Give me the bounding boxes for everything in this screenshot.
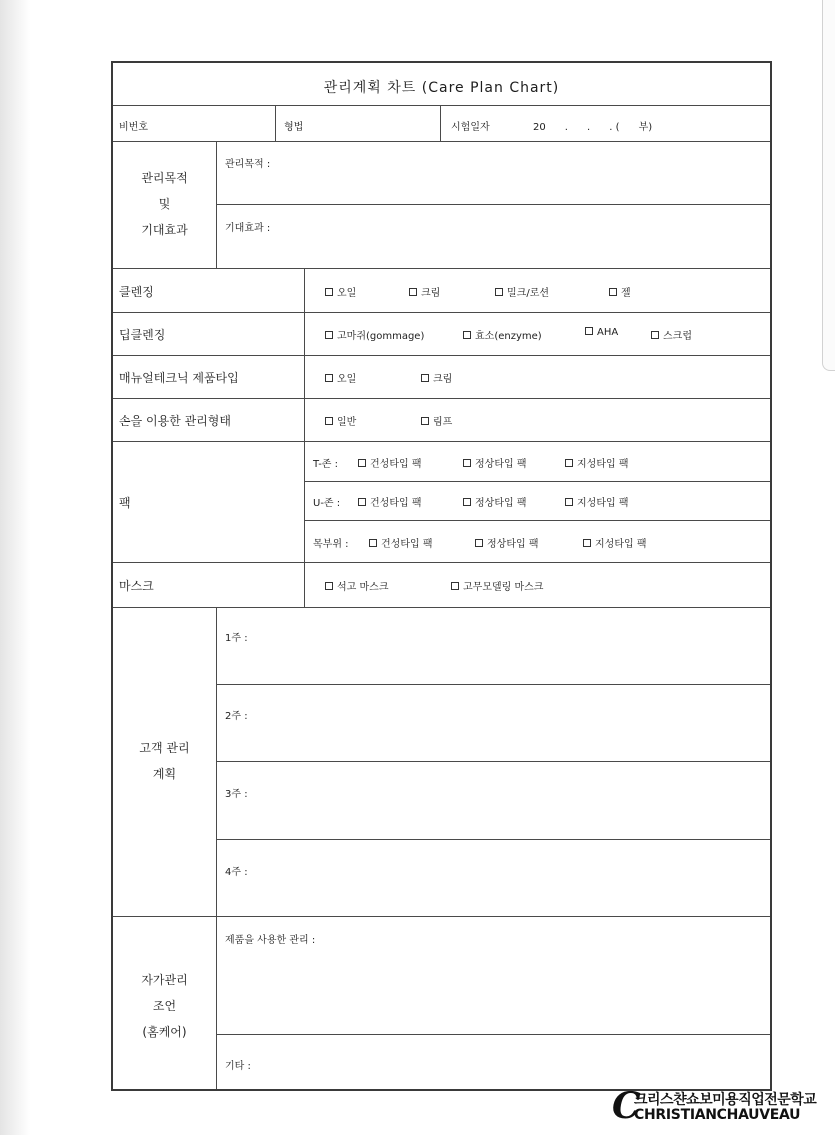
checkbox[interactable] [583,539,591,547]
manual-option-cream[interactable] [421,370,452,385]
divider [113,355,770,356]
option-label: 오일 [337,288,357,299]
checkbox[interactable] [463,498,471,506]
checkbox[interactable] [325,374,333,382]
option-label: 지성타입 팩 [577,498,629,509]
pack-u-zone-label: U-존 : [313,498,341,509]
customer-plan-label-line: 계획 [152,767,177,781]
logo-mark: C [612,1085,641,1127]
id-number-label: 비번호 [119,122,148,133]
checkbox[interactable] [325,288,333,296]
form-title: 관리계획 차트 (Care Plan Chart) [323,80,560,96]
checkbox[interactable] [565,498,573,506]
divider [216,684,770,685]
cleansing-option-oil[interactable] [325,284,356,299]
divider [304,520,770,521]
option-label: 정상타입 팩 [475,498,527,509]
hand-care-option-general[interactable] [325,413,356,428]
divider [275,105,276,141]
cleansing-label: 클렌징 [119,285,154,299]
exam-date-value: 20 . . . ( 부) [533,122,653,133]
checkbox[interactable] [463,331,471,339]
method-label: 형법 [284,122,304,133]
checkbox[interactable] [358,498,366,506]
cleansing-option-cream[interactable] [409,284,440,299]
care-plan-form [111,61,772,1091]
deep-cleansing-option-aha[interactable] [585,327,618,338]
logo-korean-name: 크리스챤쇼보미용직업전문학교 [634,1092,817,1108]
pack-u-zone-oily[interactable] [565,494,628,509]
option-label: 고무모델링 마스크 [463,582,544,593]
divider [216,607,217,1089]
purpose-field-label: 관리목적 : [225,159,271,170]
checkbox[interactable] [475,539,483,547]
checkbox[interactable] [495,288,503,296]
pack-t-zone-oily[interactable] [565,455,628,470]
divider [113,916,770,917]
week-2-label: 2주 : [225,711,248,722]
school-logo [612,1085,835,1133]
option-label: 오일 [337,374,357,385]
option-label: 정상타입 팩 [475,459,527,470]
effect-field-label: 기대효과 : [225,223,271,234]
deep-cleansing-option-gommage[interactable] [325,327,424,342]
option-label: 건성타입 팩 [381,539,433,550]
cleansing-option-gel[interactable] [609,284,631,299]
divider [113,141,770,142]
manual-technique-label: 매뉴얼테크닉 제품타입 [119,371,239,385]
divider [113,105,770,106]
deep-cleansing-option-enzyme[interactable] [463,327,542,342]
checkbox[interactable] [651,331,659,339]
pack-t-zone-label: T-존 : [313,459,339,470]
checkbox[interactable] [421,417,429,425]
option-label: 스크럽 [663,331,692,342]
mask-option-plaster[interactable] [325,578,388,593]
week-3-label: 3주 : [225,789,248,800]
divider [216,141,217,268]
goals-label [113,165,216,243]
divider [216,204,770,205]
divider [304,268,305,607]
divider [304,481,770,482]
hand-care-option-lymph[interactable] [421,413,452,428]
pack-t-zone-normal[interactable] [463,455,526,470]
goals-label-line: 관리목적 [141,171,188,185]
checkbox[interactable] [369,539,377,547]
pack-u-zone-dry[interactable] [358,494,421,509]
checkbox[interactable] [325,417,333,425]
checkbox[interactable] [358,459,366,467]
pack-u-zone-normal[interactable] [463,494,526,509]
goals-label-line: 기대효과 [141,223,188,237]
pack-neck-normal[interactable] [475,535,538,550]
option-label: 지성타입 팩 [595,539,647,550]
checkbox[interactable] [325,582,333,590]
divider [216,761,770,762]
checkbox[interactable] [325,331,333,339]
option-label: 정상타입 팩 [487,539,539,550]
option-label: 밀크/로션 [507,288,550,299]
option-label: AHA [597,327,619,338]
pack-label: 팩 [119,496,131,510]
option-label: 림프 [433,417,453,428]
divider [113,312,770,313]
mask-option-modeling[interactable] [451,578,543,593]
self-care-label-line: (홈케어) [142,1025,187,1039]
deep-cleansing-option-scrub[interactable] [651,327,692,342]
option-label: 효소(enzyme) [475,331,542,342]
logo-english-name: CHRISTIANCHAUVEAU [634,1107,801,1123]
option-label: 크림 [421,288,441,299]
exam-date-label: 시험일자 [451,122,490,133]
self-care-label-line: 자가관리 [141,973,188,987]
deep-cleansing-label: 딥클렌징 [119,328,166,342]
self-care-label [113,967,216,1045]
cleansing-option-milk[interactable] [495,284,549,299]
pack-t-zone-dry[interactable] [358,455,421,470]
goals-label-line: 및 [158,197,171,211]
divider [113,441,770,442]
divider [440,105,441,141]
other-care-label: 기타 : [225,1061,251,1072]
option-label: 건성타입 팩 [370,459,422,470]
divider [216,1034,770,1035]
option-label: 크림 [433,374,453,385]
scrollbar-track[interactable] [822,0,835,371]
checkbox[interactable] [585,327,593,335]
pack-neck-oily[interactable] [583,535,646,550]
product-care-label: 제품을 사용한 관리 : [225,935,316,946]
checkbox[interactable] [565,459,573,467]
divider [113,562,770,563]
customer-plan-label-line: 고객 관리 [139,741,190,755]
divider [113,268,770,269]
checkbox[interactable] [609,288,617,296]
divider [216,839,770,840]
option-label: 일반 [337,417,357,428]
self-care-label-line: 조언 [152,999,177,1013]
option-label: 지성타입 팩 [577,459,629,470]
week-1-label: 1주 : [225,633,248,644]
customer-plan-label [113,735,216,787]
left-edge-shadow [0,0,30,1135]
hand-care-label: 손을 이용한 관리형태 [119,414,231,428]
option-label: 건성타입 팩 [370,498,422,509]
week-4-label: 4주 : [225,867,248,878]
divider [113,607,770,608]
mask-label: 마스크 [119,579,154,593]
option-label: 석고 마스크 [337,582,389,593]
option-label: 고마쥐(gommage) [337,331,425,342]
checkbox[interactable] [409,288,417,296]
checkbox[interactable] [421,374,429,382]
pack-neck-label: 목부위 : [313,539,349,550]
pack-neck-dry[interactable] [369,535,432,550]
divider [113,398,770,399]
checkbox[interactable] [463,459,471,467]
option-label: 젤 [621,288,631,299]
manual-option-oil[interactable] [325,370,356,385]
checkbox[interactable] [451,582,459,590]
